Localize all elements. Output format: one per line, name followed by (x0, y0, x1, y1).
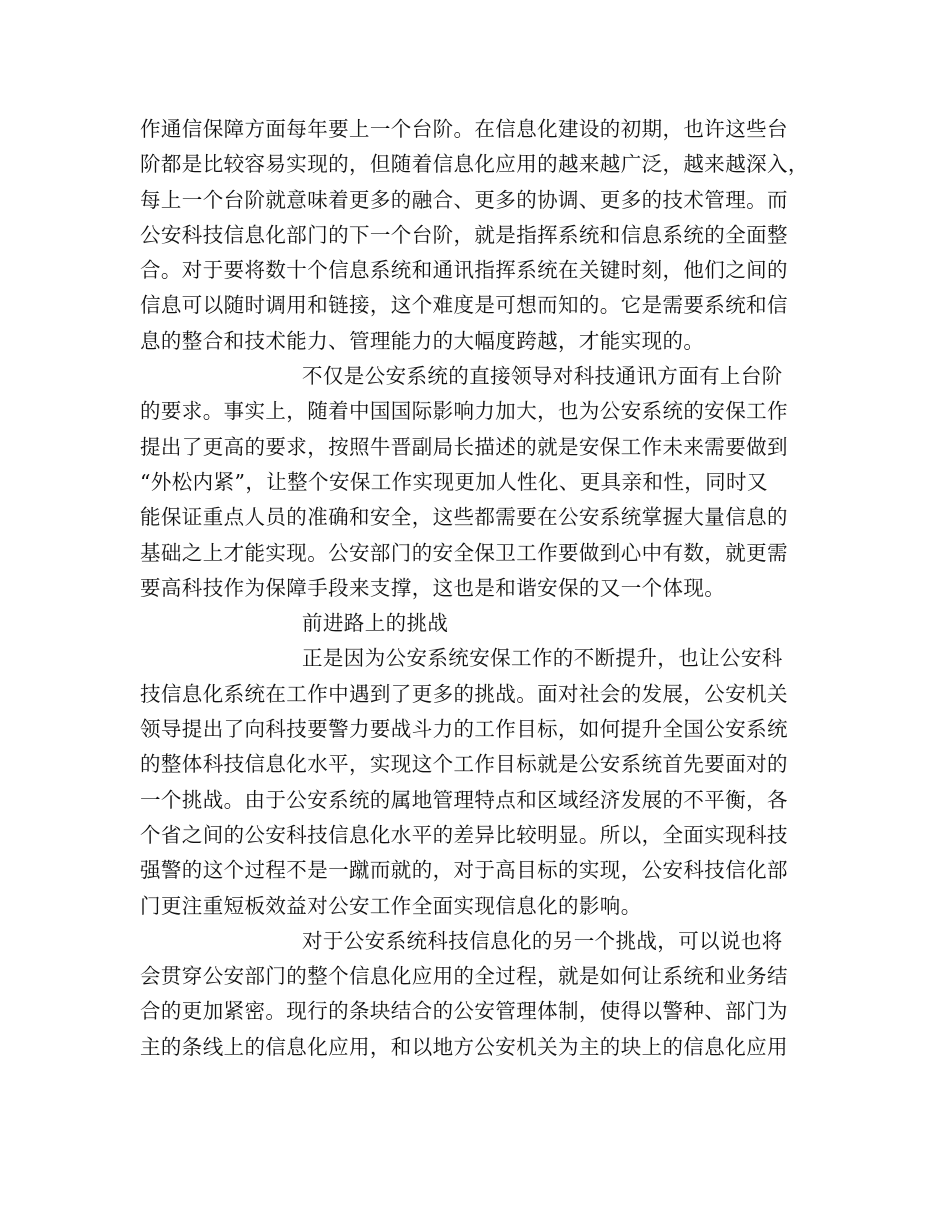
text-line: 的整体科技信息化水平，实现这个工作目标就是公安系统首先要面对的 (140, 752, 788, 777)
text-line: 强警的这个过程不是一蹴而就的，对于高目标的实现，公安科技信化部 (140, 858, 788, 883)
text-line: 门更注重短板效益对公安工作全面实现信息化的影响。 (140, 893, 642, 918)
paragraph-start-line: 正是因为公安系统安保工作的不断提升，也让公安科 (302, 646, 783, 671)
text-line: 领导提出了向科技要警力要战斗力的工作目标，如何提升全国公安系统 (140, 717, 788, 742)
text-line: 提出了更高的要求，按照牛晋副局长描述的就是安保工作未来需要做到 (140, 434, 788, 459)
text-line: 信息可以随时调用和链接，这个难度是可想而知的。它是需要系统和信 (140, 293, 788, 318)
text-line: 阶都是比较容易实现的，但随着信息化应用的越来越广泛，越来越深入， (140, 152, 809, 177)
text-line: 技信息化系统在工作中遇到了更多的挑战。面对社会的发展，公安机关 (140, 681, 788, 706)
text-line: 能保证重点人员的准确和安全，这些都需要在公安系统掌握大量信息的 (140, 505, 788, 530)
paragraph-start-line: 对于公安系统科技信息化的另一个挑战，可以说也将 (302, 928, 783, 953)
text-line: 个省之间的公安科技信息化水平的差异比较明显。所以，全面实现科技 (140, 822, 788, 847)
text-line: “外松内紧”，让整个安保工作实现更加人性化、更具亲和性，同时又 (140, 469, 768, 494)
text-line: 公安科技信息化部门的下一个台阶，就是指挥系统和信息系统的全面整 (140, 222, 788, 247)
text-line: 要高科技作为保障手段来支撑，这也是和谐安保的又一个体现。 (140, 575, 726, 600)
text-line: 每上一个台阶就意味着更多的融合、更多的协调、更多的技术管理。而 (140, 187, 788, 212)
text-line: 作通信保障方面每年要上一个台阶。在信息化建设的初期，也许这些台 (140, 117, 788, 141)
text-line: 合的更加紧密。现行的条块结合的公安管理体制，使得以警种、部门为 (140, 999, 788, 1024)
paragraph-start-line: 不仅是公安系统的直接领导对科技通讯方面有上台阶 (302, 364, 783, 389)
paragraph-start-line: 前进路上的挑战 (302, 611, 449, 636)
text-line: 会贯穿公安部门的整个信息化应用的全过程，就是如何让系统和业务结 (140, 964, 788, 989)
text-line: 基础之上才能实现。公安部门的安全保卫工作要做到心中有数，就更需 (140, 540, 788, 565)
text-line: 主的条线上的信息化应用，和以地方公安机关为主的块上的信息化应用 (140, 1034, 788, 1059)
text-line: 息的整合和技术能力、管理能力的大幅度跨越，才能实现的。 (140, 328, 705, 353)
body-text (140, 112, 820, 1065)
text-line: 合。对于要将数十个信息系统和通讯指挥系统在关键时刻，他们之间的 (140, 258, 788, 283)
text-line: 一个挑战。由于公安系统的属地管理特点和区域经济发展的不平衡，各 (140, 787, 788, 812)
text-line: 的要求。事实上，随着中国国际影响力加大，也为公安系统的安保工作 (140, 399, 788, 424)
